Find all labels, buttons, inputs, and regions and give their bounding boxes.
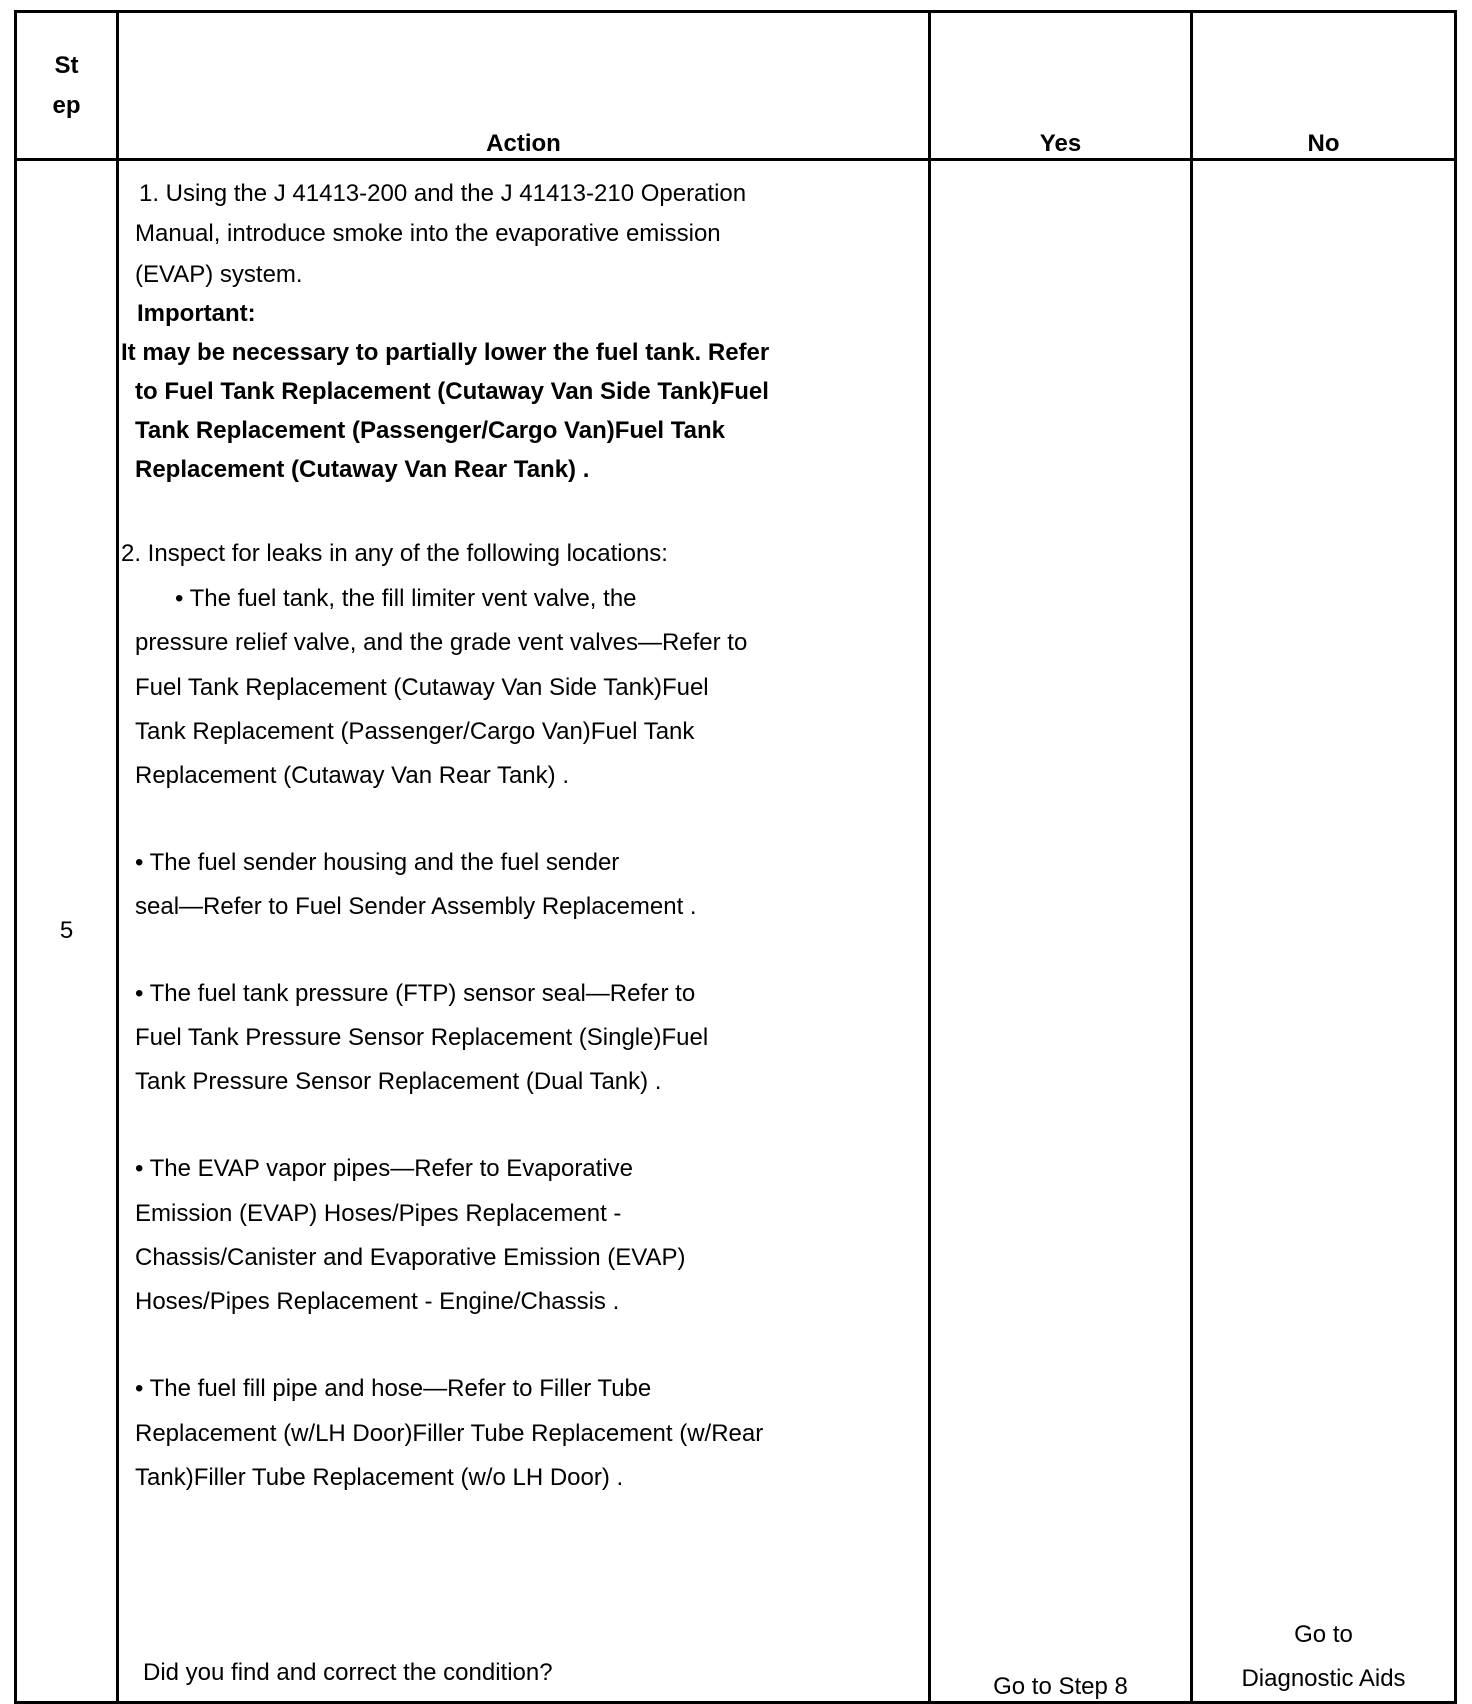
step-header-line2: ep bbox=[52, 91, 81, 119]
no-column-header: No bbox=[1192, 12, 1456, 160]
bullet5-line2: Replacement (w/LH Door)Filler Tube Replacement (w/Rear bbox=[135, 1420, 764, 1447]
item2-line: 2. Inspect for leaks in any of the following locations: bbox=[121, 540, 668, 567]
table-row bbox=[16, 160, 1456, 1703]
important-text-line1: It may be necessary to partially lower the fuel tank. Refer bbox=[121, 339, 770, 366]
important-text-line3: Tank Replacement (Passenger/Cargo Van)Fuel Tank bbox=[135, 417, 725, 444]
bullet3-line2: Fuel Tank Pressure Sensor Replacement (Single)Fuel bbox=[135, 1024, 709, 1051]
bullet2-line2: seal—Refer to Fuel Sender Assembly Replacement . bbox=[135, 893, 697, 920]
action-column-header: Action bbox=[118, 12, 930, 160]
bullet5-line1: • The fuel fill pipe and hose—Refer to Filler Tube bbox=[135, 1375, 652, 1402]
item1-line2: Manual, introduce smoke into the evaporative emission bbox=[135, 220, 721, 247]
bullet2-line1: • The fuel sender housing and the fuel sender bbox=[135, 849, 620, 876]
step-column-header bbox=[16, 12, 118, 160]
no-result-line2: Diagnostic Aids bbox=[1241, 1665, 1406, 1692]
bullet4-line1: • The EVAP vapor pipes—Refer to Evaporative bbox=[135, 1155, 633, 1182]
yes-result: Go to Step 8 bbox=[930, 160, 1192, 1703]
step-header-line1: St bbox=[54, 51, 79, 79]
step-number: 5 bbox=[16, 160, 118, 1703]
bullet1-line3: Fuel Tank Replacement (Cutaway Van Side Tank)Fuel bbox=[135, 674, 709, 701]
question-text: Did you find and correct the condition? bbox=[143, 1659, 553, 1686]
action-content bbox=[119, 161, 928, 1701]
bullet4-line2: Emission (EVAP) Hoses/Pipes Replacement - bbox=[135, 1200, 622, 1227]
header-row bbox=[16, 12, 1456, 160]
bullet5-line3: Tank)Filler Tube Replacement (w/o LH Door) . bbox=[135, 1464, 624, 1491]
diagnostic-table bbox=[14, 10, 1457, 1704]
item1-line3: (EVAP) system. bbox=[135, 261, 303, 288]
bullet1-line1: • The fuel tank, the fill limiter vent valve, the bbox=[175, 585, 637, 612]
important-text-line2: to Fuel Tank Replacement (Cutaway Van Side Tank)Fuel bbox=[135, 378, 769, 405]
item1-line1: 1. Using the J 41413-200 and the J 41413-210 Operation bbox=[139, 180, 747, 207]
action-cell bbox=[118, 160, 930, 1703]
no-result bbox=[1192, 160, 1456, 1703]
bullet4-line4: Hoses/Pipes Replacement - Engine/Chassis . bbox=[135, 1288, 620, 1315]
bullet3-line1: • The fuel tank pressure (FTP) sensor seal—Refer to bbox=[135, 980, 696, 1007]
important-text-line4: Replacement (Cutaway Van Rear Tank) . bbox=[135, 456, 590, 483]
bullet3-line3: Tank Pressure Sensor Replacement (Dual Tank) . bbox=[135, 1068, 662, 1095]
bullet1-line4: Tank Replacement (Passenger/Cargo Van)Fuel Tank bbox=[135, 718, 695, 745]
bullet1-line2: pressure relief valve, and the grade vent valves—Refer to bbox=[135, 629, 748, 656]
important-label: Important: bbox=[137, 300, 256, 327]
bullet4-line3: Chassis/Canister and Evaporative Emission (EVAP) bbox=[135, 1244, 686, 1271]
yes-column-header: Yes bbox=[930, 12, 1192, 160]
no-result-line1: Go to bbox=[1294, 1621, 1353, 1648]
bullet1-line5: Replacement (Cutaway Van Rear Tank) . bbox=[135, 762, 569, 789]
